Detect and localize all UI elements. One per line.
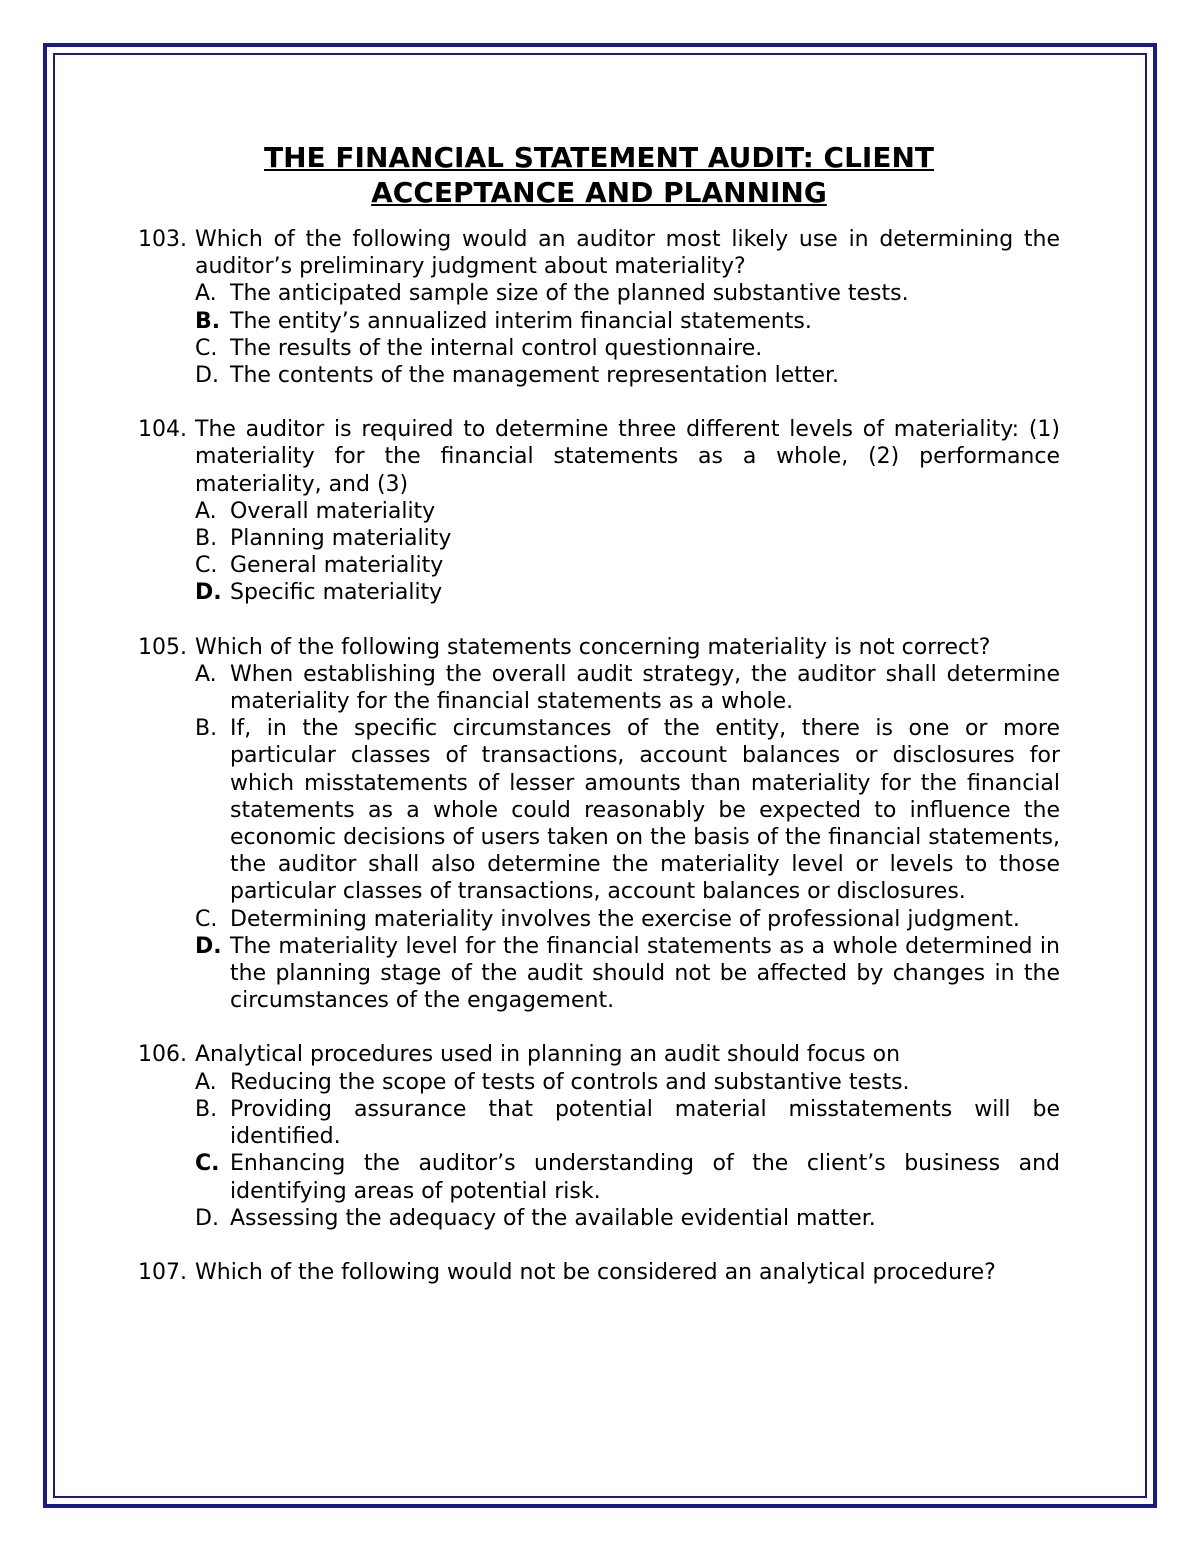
question-105 [138, 634, 1060, 1015]
option-a [195, 280, 1060, 307]
option-letter: D. [195, 1205, 219, 1231]
question-text: Which of the following would an auditor most likely use in determining the auditor’s preliminary judgment about materiality? [195, 227, 1060, 280]
option-c [195, 906, 1060, 933]
option-text: The anticipated sample size of the planned substantive tests. [230, 281, 909, 307]
option-text: General materiality [230, 553, 444, 579]
option-letter: A. [195, 498, 217, 524]
title-line-1: THE FINANCIAL STATEMENT AUDIT: CLIENT [264, 141, 934, 174]
option-text: If, in the specific circumstances of the entity, there is one or more particular classes of transactions, account balances or disclosures for which misstatements of lesser amounts than materiality for the financial statements as a whole could reasonably be expected to influence the economic decisions of users taken on the basis of the financial statements, the auditor shall also determine the materiality level or levels to those particular classes of transactions, account balances or disclosures. [230, 716, 1060, 905]
question-text: The auditor is required to determine three different levels of materiality: (1) materiality for the financial statements as a whole, (2) performance materiality, and (3) [195, 417, 1060, 497]
option-text: When establishing the overall audit strategy, the auditor shall determine materiality for the financial statements as a whole. [230, 661, 1060, 715]
options-list [138, 661, 1060, 1015]
question-text: Analytical procedures used in planning an audit should focus on [195, 1042, 901, 1068]
question-stem [138, 1041, 1060, 1068]
option-text: Determining materiality involves the exercise of professional judgment. [230, 906, 1020, 932]
option-text: Assessing the adequacy of the available evidential matter. [230, 1205, 876, 1231]
options-list [138, 280, 1060, 389]
option-letter: B. [195, 1096, 218, 1122]
option-text: Specific materiality [230, 580, 443, 606]
option-letter: B. [195, 526, 218, 552]
question-104 [138, 416, 1060, 606]
option-letter: C. [195, 335, 218, 361]
option-d [195, 579, 1060, 606]
option-text: The materiality level for the financial statements as a whole determined in the planning stage of the audit should not be affected by changes in the circumstances of the engagement. [230, 933, 1060, 1014]
options-list [138, 498, 1060, 607]
option-a [195, 498, 1060, 525]
option-text: The entity’s annualized interim financial statements. [230, 308, 812, 334]
option-text: The results of the internal control questionnaire. [230, 335, 763, 361]
option-c [195, 335, 1060, 362]
option-d [195, 362, 1060, 389]
question-stem [138, 634, 1060, 661]
title-line-2: ACCEPTANCE AND PLANNING [371, 176, 827, 209]
question-106 [138, 1041, 1060, 1231]
question-number: 105. [138, 634, 187, 660]
question-number: 104. [138, 417, 187, 443]
option-d [195, 1205, 1060, 1232]
options-list [138, 1069, 1060, 1232]
option-letter: B. [195, 716, 218, 742]
option-letter: C. [195, 553, 218, 579]
option-text: Planning materiality [230, 526, 452, 552]
option-d [195, 933, 1060, 1015]
option-letter: A. [195, 1069, 217, 1095]
option-text: Overall materiality [230, 498, 436, 524]
option-c [195, 1150, 1060, 1204]
option-a [195, 1069, 1060, 1096]
option-text: The contents of the management representation letter. [230, 363, 840, 389]
question-number: 106. [138, 1042, 187, 1068]
option-b [195, 715, 1060, 905]
option-a [195, 661, 1060, 715]
option-letter-correct: B. [195, 308, 221, 334]
document-body [138, 140, 1060, 1313]
option-letter-correct: D. [195, 933, 222, 959]
option-b [195, 1096, 1060, 1150]
question-107 [138, 1259, 1060, 1286]
document-title [138, 140, 1060, 210]
option-text: Reducing the scope of tests of controls and substantive tests. [230, 1069, 910, 1095]
option-letter: A. [195, 661, 217, 687]
option-text: Providing assurance that potential material misstatements will be identified. [230, 1096, 1060, 1150]
option-c [195, 552, 1060, 579]
question-103 [138, 226, 1060, 389]
question-number: 103. [138, 227, 187, 252]
option-letter: A. [195, 281, 217, 307]
question-stem [138, 1259, 1060, 1286]
option-letter-correct: D. [195, 580, 222, 606]
option-letter-correct: C. [195, 1151, 220, 1177]
question-stem [138, 416, 1060, 498]
question-stem [138, 226, 1060, 280]
question-text: Which of the following would not be considered an analytical procedure? [195, 1259, 996, 1285]
option-b [195, 308, 1060, 335]
option-letter: D. [195, 363, 219, 389]
option-letter: C. [195, 906, 218, 932]
option-text: Enhancing the auditor’s understanding of the client’s business and identifying areas of potential risk. [230, 1151, 1060, 1204]
question-number: 107. [138, 1259, 187, 1285]
option-b [195, 525, 1060, 552]
question-text: Which of the following statements concerning materiality is not correct? [195, 634, 991, 660]
